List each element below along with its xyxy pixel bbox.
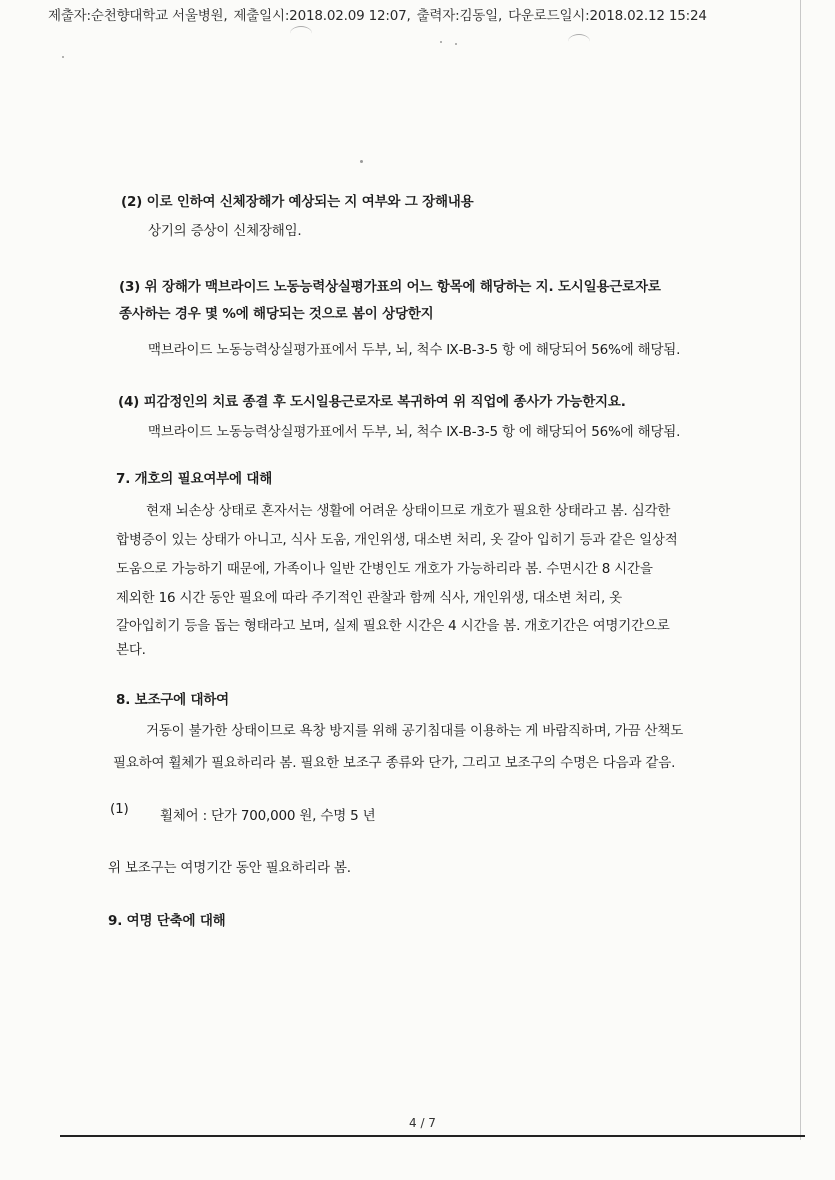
header-downloaded: 다운로드일시:2018.02.12 15:24	[508, 8, 707, 24]
section-2-heading: (2) 이로 인하여 신체장해가 예상되는 지 여부와 그 장해내용	[121, 194, 474, 210]
section-8-item-text: 휠체어 : 단가 700,000 원, 수명 5 년	[160, 808, 376, 824]
section-4-heading: (4) 피감정인의 치료 종결 후 도시일용근로자로 복귀하여 위 직업에 종사가 가능한지요.	[118, 394, 626, 410]
section-3-heading-line-2: 종사하는 경우 몇 %에 해당되는 것으로 봄이 상당한지	[119, 306, 434, 322]
section-8-line: 거동이 불가한 상태이므로 욕창 방지를 위해 공기침대를 이용하는 게 바람직하며, 가끔 산책도	[146, 723, 684, 739]
fax-header	[48, 4, 808, 24]
header-printed-by: 출력자:김동일,	[416, 8, 503, 24]
scan-artifact	[568, 34, 590, 49]
page-number: 4 / 7	[409, 1116, 436, 1130]
header-submitted: 제출일시:2018.02.09 12:07,	[233, 8, 411, 24]
footer-rule	[60, 1135, 805, 1137]
section-7-line: 합병증이 있는 상태가 아니고, 식사 도움, 개인위생, 대소변 처리, 옷 갈아 입히기 등과 같은 일상적	[116, 532, 678, 548]
section-3-answer: 맥브라이드 노동능력상실평가표에서 두부, 뇌, 척수 Ⅸ-B-3-5 항 에 해당되어 56%에 해당됨.	[148, 342, 681, 358]
section-7-heading: 7. 개호의 필요여부에 대해	[116, 471, 273, 487]
scan-speck	[440, 41, 442, 43]
scan-speck	[360, 160, 363, 163]
section-8-line: 필요하여 휠체가 필요하리라 봄. 필요한 보조구 종류와 단가, 그리고 보조구의 수명은 다음과 같음.	[113, 755, 676, 771]
section-8-item-number: (1)	[110, 801, 129, 817]
scan-artifact	[290, 26, 312, 41]
section-7-line: 갈아입히기 등을 돕는 형태라고 보며, 실제 필요한 시간은 4 시간을 봄. 개호기간은 여명기간으로	[116, 618, 670, 634]
scan-speck	[455, 43, 457, 45]
section-2-answer: 상기의 증상이 신체장해임.	[148, 223, 302, 239]
section-7-line: 제외한 16 시간 동안 필요에 따라 주기적인 관찰과 함께 식사, 개인위생, 대소변 처리, 옷	[116, 590, 622, 606]
scan-edge-line	[800, 0, 801, 1140]
section-8-heading: 8. 보조구에 대하여	[116, 692, 230, 708]
section-7-line: 현재 뇌손상 상태로 혼자서는 생활에 어려운 상태이므로 개호가 필요한 상태라고 봄. 심각한	[146, 503, 671, 519]
section-8-note: 위 보조구는 여명기간 동안 필요하리라 봄.	[108, 860, 351, 876]
section-3-heading-line-1: (3) 위 장해가 맥브라이드 노동능력상실평가표의 어느 항목에 해당하는 지. 도시일용근로자로	[119, 279, 661, 295]
scan-speck	[62, 56, 64, 58]
header-sender: 제출자:순천향대학교 서울병원,	[48, 8, 228, 24]
section-4-answer: 맥브라이드 노동능력상실평가표에서 두부, 뇌, 척수 Ⅸ-B-3-5 항 에 해당되어 56%에 해당됨.	[148, 424, 681, 440]
section-7-line: 도움으로 가능하기 때문에, 가족이나 일반 간병인도 개호가 가능하리라 봄. 수면시간 8 시간을	[116, 561, 653, 577]
section-9-heading: 9. 여명 단축에 대해	[108, 913, 226, 929]
section-7-line: 본다.	[116, 642, 146, 658]
